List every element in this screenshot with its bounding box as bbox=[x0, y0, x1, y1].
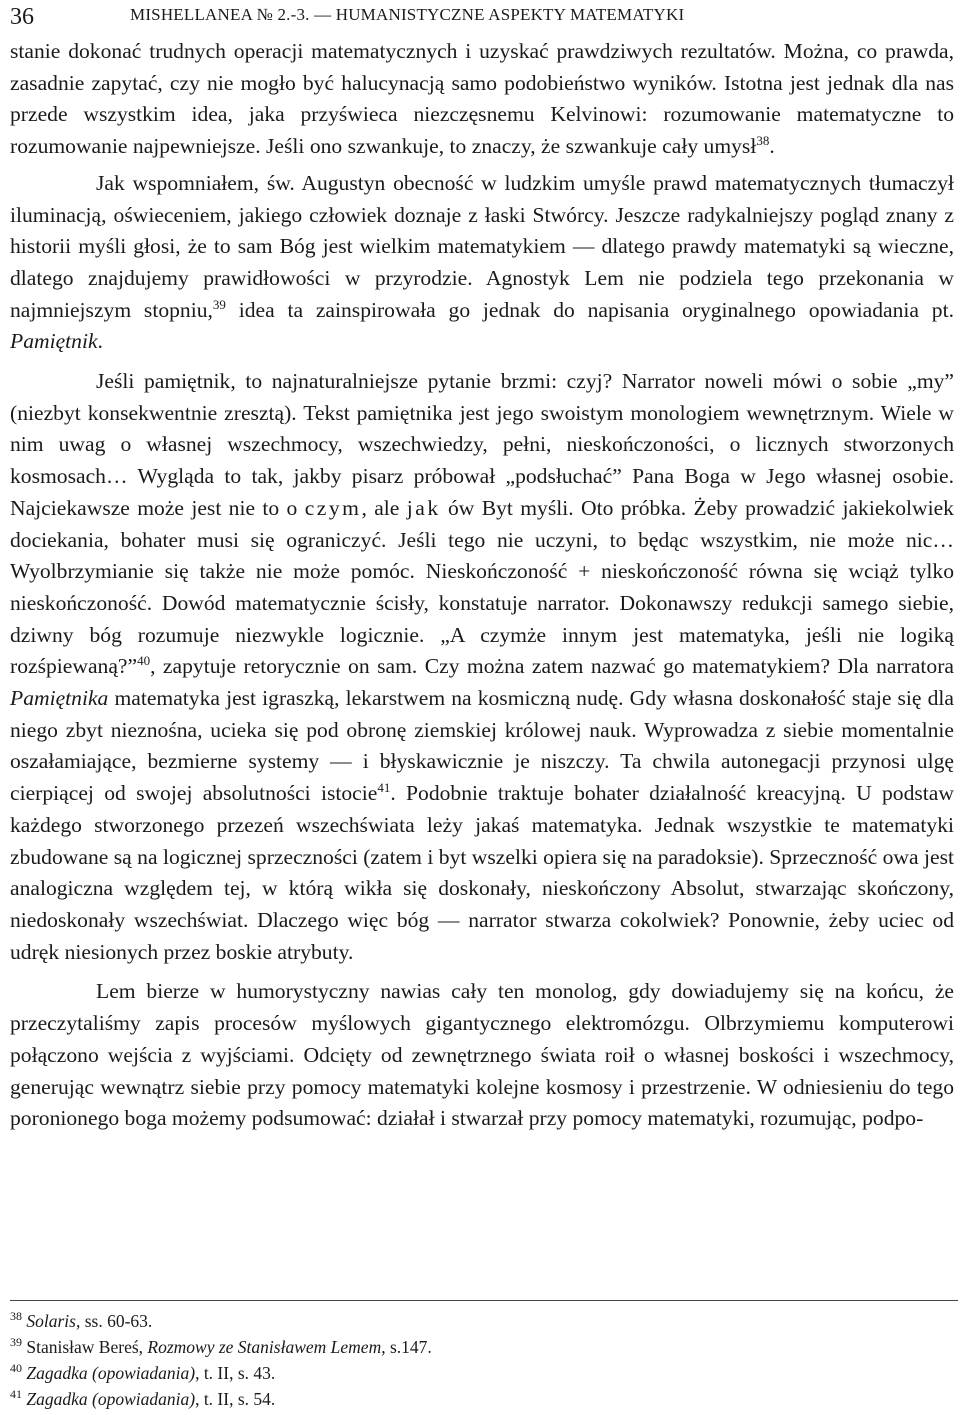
footnotes bbox=[10, 1308, 954, 1412]
footnote-39 bbox=[10, 1334, 954, 1360]
page-header bbox=[10, 0, 955, 34]
page-number: 36 bbox=[10, 4, 34, 30]
footnote-40 bbox=[10, 1360, 954, 1386]
footnote-41 bbox=[10, 1386, 954, 1412]
text-run: , zapytuje retorycznie on sam. Czy można zatem nazwać go matematykiem? Dla narratora bbox=[150, 654, 954, 679]
footnote-ref-40[interactable]: 40 bbox=[137, 653, 151, 669]
running-head: MISHELLANEA № 2.-3. — HUMANISTYCZNE ASPEKTY MATEMATYKI bbox=[130, 5, 685, 24]
text-run: idea ta zainspirowała go jednak do napisania oryginalnego opowiadania pt. bbox=[225, 297, 955, 322]
footnote-number: 39 bbox=[10, 1335, 22, 1350]
footnote-title: Zagadka (opowiadania) bbox=[26, 1363, 196, 1383]
footnote-title: Solaris bbox=[26, 1311, 76, 1331]
paragraph bbox=[10, 976, 954, 1135]
footnote-text: , t. II, s. 43. bbox=[195, 1363, 276, 1383]
text-run: . bbox=[769, 134, 775, 159]
footnote-title: Zagadka (opowiadania) bbox=[26, 1389, 196, 1409]
footnote-text: Stanisław Bereś, bbox=[26, 1337, 148, 1357]
text-run: Lem bierze w humorystyczny nawias cały ten monolog, gdy dowiadujemy się na końcu, że przeczytaliśmy zapis procesów myślowych gigantycznego elektromózgu. Olbrzymiemu komputerowi połączono wejścia z wyjściami. Odcięty od zewnętrznego świata roił o własnej boskości i wszechmocy, generując wewnątrz siebie przy pomocy matematyki kolejne kosmosy i przestrzenie. W odniesieniu do tego poronionego boga możemy podsumować: działał i stwarzał przy pomocy matematyki, rozumując, podpo- bbox=[10, 979, 954, 1131]
footnote-text: , s.147. bbox=[381, 1337, 432, 1357]
paragraph bbox=[10, 168, 954, 358]
book-title: Pamiętnik bbox=[10, 329, 98, 354]
footnote-number: 41 bbox=[10, 1387, 22, 1402]
main-text bbox=[10, 36, 954, 1135]
text-run: ów Byt myśli. Oto próbka. Żeby prowadzić jakiekolwiek dociekania, bohater musi się ograniczyć. Jeśli tego nie uczyni, to będąc wszystkim, nie może nic… Wyolbrzymianie się także nie może pomóc. Nieskończoność + nieskończoność równa się wciąż tylko nieskończoność. Dowód matematycznie ścisły, konstatuje narrator. Dokonawszy redukcji samego siebie, dziwny bóg rozumuje niezwykle logicznie. „A czymże innym jest matematyka, jeśli nie logiką rozśpiewaną?” bbox=[10, 495, 954, 679]
footnote-ref-39[interactable]: 39 bbox=[212, 296, 226, 312]
footnote-ref-38[interactable]: 38 bbox=[756, 132, 770, 148]
text-run: stanie dokonać trudnych operacji matematycznych i uzyskać prawdziwych rezultatów. Można, co prawda, zasadnie zapytać, czy nie mogło być halucynacją samo podobieństwo wyników. Istotna jest jednak dla nas przede wszystkim idea, jaka przyświeca niezczęsnemu Kelvinowi: rozumowanie matematyczne to rozumowanie najpewniejsze. Jeśli ono szwankuje, to znaczy, że szwankuje cały umysł bbox=[10, 39, 954, 159]
footnote-text: , ss. 60-63. bbox=[75, 1311, 153, 1331]
footnote-38 bbox=[10, 1308, 954, 1334]
text-run: Jak wspomniałem, św. Augustyn obecność w ludzkim umyśle prawd matematycznych tłumaczył iluminacją, oświeceniem, jakiego człowiek doznaje z łaski Stwórcy. Jeszcze radykalniejszy pogląd znany z historii myśli głosi, że to sam Bóg jest wielkim matematykiem — dlatego prawdy matematyki są wieczne, dlatego znajdujemy prawidłowości w przyrodzie. Agnostyk Lem nie podziela tego przekonania w najmniejszym stopniu, bbox=[10, 170, 954, 322]
footnote-title: Rozmowy ze Stanisławem Lemem bbox=[147, 1337, 382, 1357]
text-run: Jeśli pamiętnik, to najnaturalniejsze pytanie brzmi: czyj? Narrator noweli mówi o sobie „my” (niezbyt konsekwentnie zresztą). Tekst pamiętnika jest jego swoistym monologiem wewnętrznym. Wiele w nim uwag o własnej wszechmocy, wszechwiedzy, pełni, nieskończoności, o licznych stworzonych kosmosach… Wygląda to tak, jakby pisarz próbował „podsłuchać” Pana Boga w Jego własnej osobie. Najciekawsze może jest nie to o bbox=[10, 369, 954, 520]
footnote-separator bbox=[10, 1300, 958, 1301]
paragraph bbox=[10, 36, 954, 163]
text-run: . Podobnie traktuje bohater działalność kreacyjną. U podstaw każdego stworzonego przezeń wszechświata leży jakaś matematyka. Jednak wszystkie te matematyki zbudowane są na logicznej sprzeczności (zatem i byt wszelki opiera się na paradoksie). Sprzeczność owa jest analogiczna względem tej, w którą wikła się doskonały, nieskończony Absolut, stwarzając skończony, niedoskonały wszechświat. Dlaczego więc bóg — narrator stwarza cokolwiek? Ponownie, żeby uciec od udręk niesionych przez boskie atrybuty. bbox=[10, 781, 954, 964]
footnote-number: 40 bbox=[10, 1361, 22, 1376]
footnote-text: , t. II, s. 54. bbox=[195, 1389, 276, 1409]
text-run: matematyka jest igraszką, lekarstwem na kosmiczną nudę. Gdy własna doskonałość staje się dla niego zbyt nieznośna, ucieka się pod obronę ziemskiej królowej nauk. Wyprowadza z siebie momentalnie oszałamiające, bezmierne systemy — i błyskawicznie je niszczy. Ta chwila autonegacji przynosi ulgę cierpiącej od swojej absolutności istocie bbox=[10, 686, 954, 806]
paragraph bbox=[10, 366, 954, 968]
spaced-emphasis: jak bbox=[406, 495, 441, 520]
text-run: . bbox=[97, 329, 103, 354]
text-run: , ale bbox=[361, 495, 407, 520]
spaced-emphasis: czym bbox=[304, 495, 362, 520]
footnote-ref-41[interactable]: 41 bbox=[377, 779, 391, 795]
book-title: Pamiętnika bbox=[10, 686, 109, 711]
footnote-number: 38 bbox=[10, 1309, 22, 1324]
